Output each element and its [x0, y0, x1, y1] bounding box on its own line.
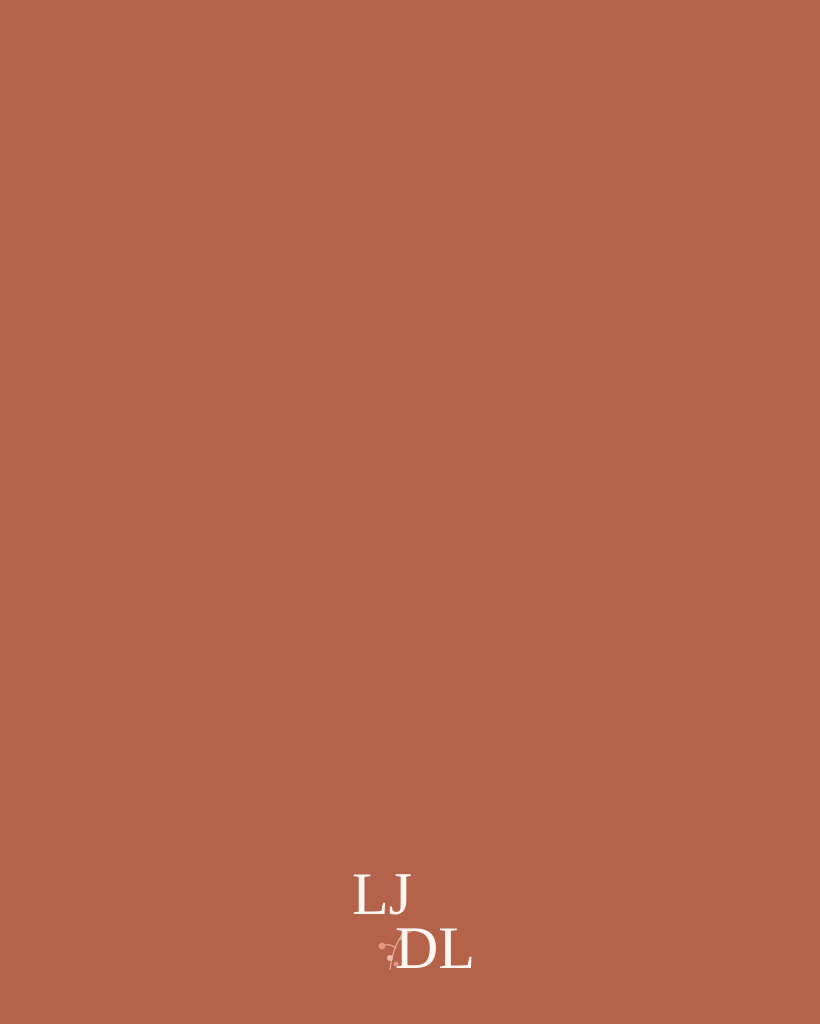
message-body	[58, 84, 765, 121]
brand-logo	[330, 858, 490, 998]
monogram-icon	[330, 858, 490, 976]
monogram-bottom-text: DL	[395, 915, 475, 976]
monogram-top-text: LJ	[352, 861, 412, 927]
